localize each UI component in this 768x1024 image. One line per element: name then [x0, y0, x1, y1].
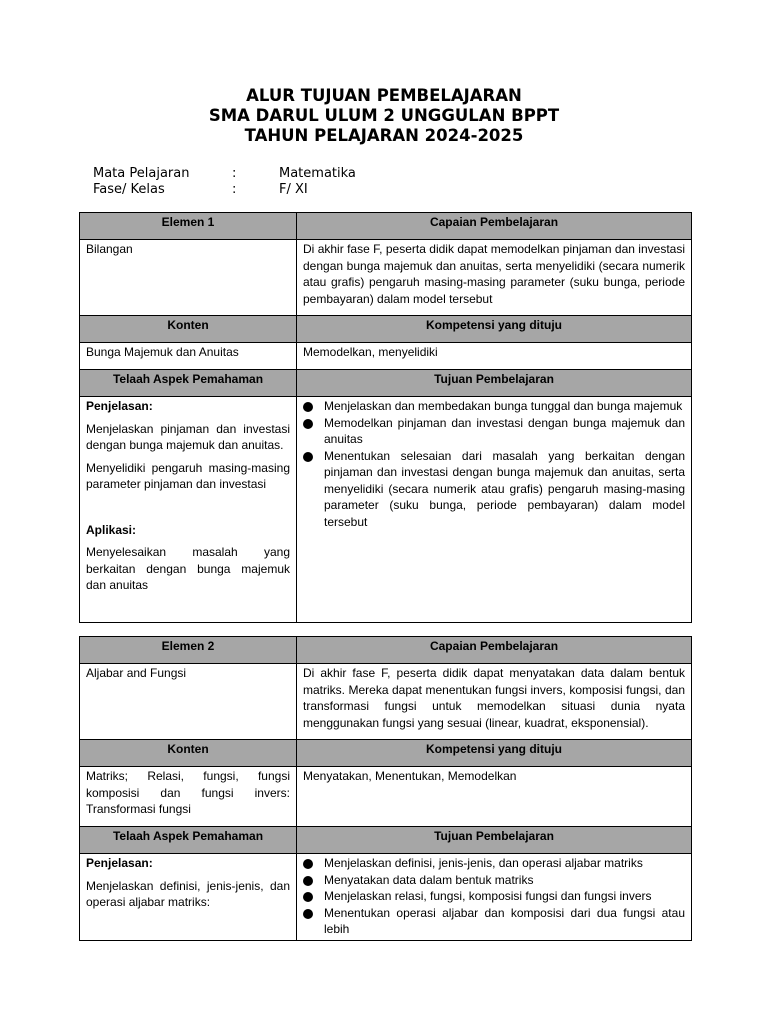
- konten-header: Konten: [80, 316, 297, 343]
- konten-value: Bunga Majemuk dan Anuitas: [80, 343, 297, 370]
- telaah-header-row: [80, 370, 692, 397]
- telaah-row: [80, 397, 692, 623]
- element-2-table: [79, 636, 692, 941]
- tujuan-item: Menentukan selesaian dari masalah yang berkaitan dengan pinjaman dan investasi dengan bunga majemuk dan anuitas, serta menyelidiki (secara numerik atau grafis) pengaruh masing-masing parameter (suku bunga, periode pembayaran) dalam model tersebut: [303, 448, 685, 531]
- aplikasi-item: Menyelesaikan masalah yang berkaitan dengan bunga majemuk dan anuitas: [86, 545, 290, 592]
- konten-header-row: [80, 740, 692, 767]
- tujuan-item: Menentukan operasi aljabar dan komposisi dari dua fungsi atau lebih: [303, 905, 685, 938]
- element-row: [80, 664, 692, 740]
- telaah-header: Telaah Aspek Pemahaman: [80, 370, 297, 397]
- capaian-header: Capaian Pembelajaran: [297, 213, 692, 240]
- tujuan-header: Tujuan Pembelajaran: [297, 827, 692, 854]
- penjelasan-item: Menjelaskan pinjaman dan investasi dengan bunga majemuk dan anuitas.: [86, 421, 290, 452]
- konten-value: Matriks; Relasi, fungsi, fungsi komposisi dan fungsi invers: Transformasi fungsi: [80, 767, 297, 827]
- title-line-3: TAHUN PELAJARAN 2024-2025: [244, 126, 524, 145]
- aplikasi-label: Aplikasi:: [86, 522, 137, 537]
- telaah-cell: [80, 854, 297, 941]
- konten-header-row: [80, 316, 692, 343]
- elemen-value: Bilangan: [80, 240, 297, 316]
- title-line-2: SMA DARUL ULUM 2 UNGGULAN BPPT: [208, 106, 560, 125]
- elemen-value: Aljabar and Fungsi: [80, 664, 297, 740]
- capaian-header: Capaian Pembelajaran: [297, 637, 692, 664]
- document-meta: [93, 166, 493, 198]
- tujuan-cell: [297, 397, 692, 623]
- kompetensi-header: Kompetensi yang dituju: [297, 316, 692, 343]
- telaah-header: Telaah Aspek Pemahaman: [80, 827, 297, 854]
- tujuan-item: Menjelaskan relasi, fungsi, komposisi fungsi dan fungsi invers: [303, 888, 685, 905]
- konten-header: Konten: [80, 740, 297, 767]
- subject-row: [93, 166, 493, 182]
- telaah-cell: [80, 397, 297, 623]
- tujuan-list: [303, 855, 685, 938]
- penjelasan-label: Penjelasan:: [86, 856, 153, 870]
- tujuan-item: Menyatakan data dalam bentuk matriks: [303, 872, 685, 889]
- tujuan-cell: [297, 854, 692, 941]
- capaian-value: Di akhir fase F, peserta didik dapat memodelkan pinjaman dan investasi dengan bunga majemuk dan anuitas, serta menyelidiki (secara numerik atau grafis) pengaruh masing-masing parameter (suku bunga, periode pembayaran) dalam model tersebut: [297, 240, 692, 316]
- elemen-header: Elemen 2: [80, 637, 297, 664]
- kompetensi-value: Menyatakan, Menentukan, Memodelkan: [297, 767, 692, 827]
- title-line-1: ALUR TUJUAN PEMBELAJARAN: [246, 86, 522, 105]
- phase-row: [93, 182, 493, 198]
- penjelasan-item: Menjelaskan definisi, jenis-jenis, dan operasi aljabar matriks:: [86, 878, 290, 909]
- element-header-row: [80, 213, 692, 240]
- element-header-row: [80, 637, 692, 664]
- tujuan-item: Menjelaskan definisi, jenis-jenis, dan operasi aljabar matriks: [303, 855, 685, 872]
- capaian-value: Di akhir fase F, peserta didik dapat menyatakan data dalam bentuk matriks. Mereka dapat menentukan fungsi invers, komposisi fungsi, dan transformasi fungsi untuk memodelkan situasi dunia nyata menggunakan fungsi yang sesuai (linear, kuadrat, eksponensial).: [297, 664, 692, 740]
- document-title: [0, 86, 768, 146]
- kompetensi-header: Kompetensi yang dituju: [297, 740, 692, 767]
- element-row: [80, 240, 692, 316]
- kompetensi-value: Memodelkan, menyelidiki: [297, 343, 692, 370]
- konten-row: [80, 767, 692, 827]
- tujuan-list: [303, 398, 685, 530]
- telaah-header-row: [80, 827, 692, 854]
- telaah-row: [80, 854, 692, 941]
- phase-value: F/ XI: [279, 182, 308, 197]
- phase-label: Fase/ Kelas: [93, 182, 165, 197]
- phase-colon: :: [232, 182, 237, 197]
- element-1-table: [79, 212, 692, 623]
- penjelasan-label: Penjelasan:: [86, 399, 153, 413]
- tujuan-item: Menjelaskan dan membedakan bunga tunggal dan bunga majemuk: [303, 398, 685, 415]
- elemen-header: Elemen 1: [80, 213, 297, 240]
- subject-value: Matematika: [279, 166, 356, 181]
- konten-row: [80, 343, 692, 370]
- subject-label: Mata Pelajaran: [93, 166, 190, 181]
- tujuan-header: Tujuan Pembelajaran: [297, 370, 692, 397]
- tujuan-item: Memodelkan pinjaman dan investasi dengan bunga majemuk dan anuitas: [303, 415, 685, 448]
- penjelasan-item: Menyelidiki pengaruh masing-masing parameter pinjaman dan investasi: [86, 460, 290, 491]
- subject-colon: :: [232, 166, 237, 181]
